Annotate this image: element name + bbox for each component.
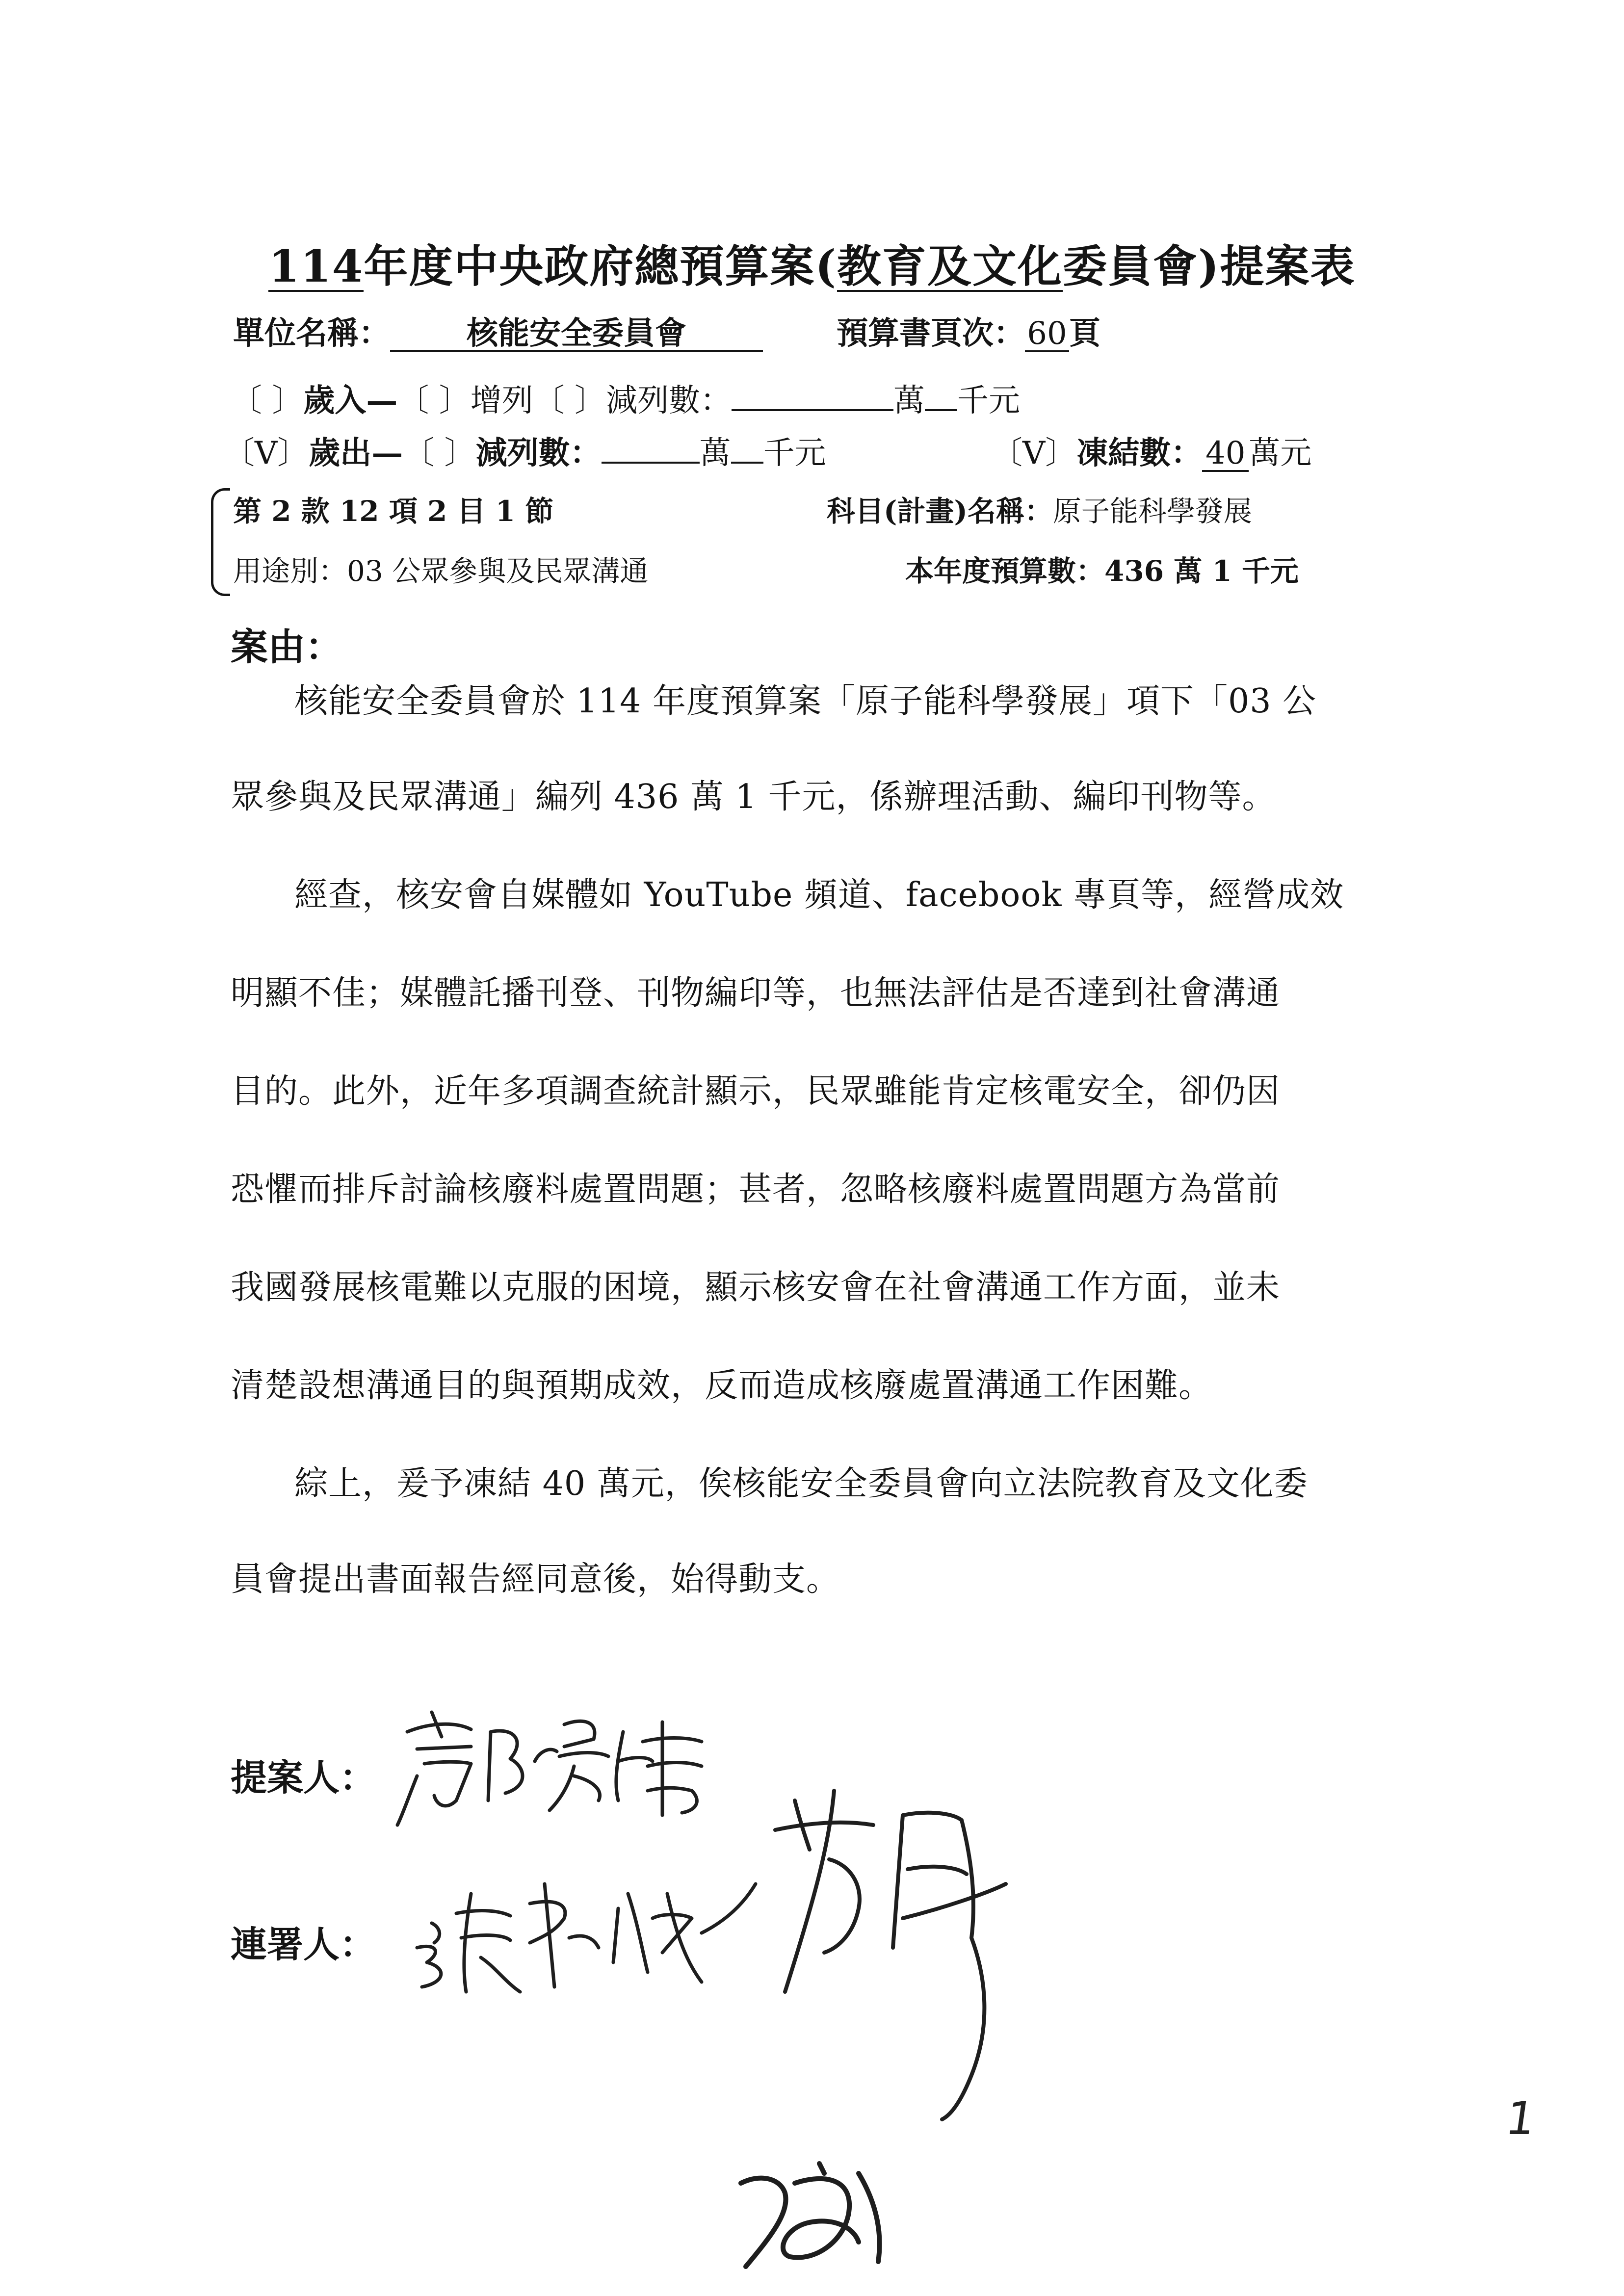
reason-heading: 案由： (231, 625, 342, 669)
reason-line: 眾參與及民眾溝通」編列 436 萬 1 千元，係辦理活動、編印刊物等。 (231, 778, 1276, 816)
subject-row (827, 488, 1252, 529)
revenue-qian-blank (925, 409, 957, 411)
budget-page-row (837, 308, 1100, 353)
expenditure-qian-blank (731, 462, 763, 464)
reason-line: 我國發展核電難以克服的困境，顯示核安會在社會溝通工作方面，並未 (231, 1268, 1281, 1307)
budget-page-unit: 頁 (1069, 315, 1100, 352)
reason-line: 目的。此外，近年多項調查統計顯示，民眾雖能肯定核電安全，卻仍因 (231, 1072, 1281, 1111)
freeze-row (991, 428, 1311, 473)
revenue-wan-blank (732, 409, 893, 411)
expenditure-wan-blank (602, 462, 700, 464)
cosigner-label: 連署人： (231, 1924, 376, 1966)
decrease-checkbox: 〔 〕 (533, 383, 606, 419)
budget-page-value: 60 (1025, 317, 1069, 352)
title-part2: 委員會)提案表 (1062, 240, 1356, 292)
form-title (0, 231, 1624, 294)
item-section: 第 2 款 12 項 2 目 1 節 (233, 495, 554, 528)
increase-label: 增列 (470, 383, 533, 419)
reason-line: 恐懼而排斥討論核廢料處置問題；甚者，忽略核廢料處置問題方為當前 (231, 1170, 1281, 1209)
title-committee: 教育及文化 (837, 240, 1063, 292)
expenditure-qian-unit: 千元 (763, 435, 826, 471)
increase-checkbox: 〔 〕 (397, 383, 471, 419)
budget-page-label: 預算書頁次： (837, 315, 1025, 352)
reason-line: 核能安全委員會於 114 年度預算案「原子能科學發展」項下「03 公 (294, 682, 1317, 721)
expenditure-label: 歲出— (309, 435, 403, 471)
reason-line: 清楚設想溝通目的與預期成效，反而造成核廢處置溝通工作困難。 (231, 1366, 1213, 1405)
subject-value: 原子能科學發展 (1052, 495, 1252, 528)
unit-value: 核能安全委員會 (390, 317, 763, 352)
cosigner-signature (407, 1864, 760, 2002)
expenditure-row (223, 428, 826, 473)
reason-line: 明顯不佳；媒體託播刊登、刊物編印等，也無法評估是否達到社會溝通 (231, 974, 1281, 1013)
title-part1: 年度中央政府總預算案( (364, 240, 837, 292)
second-cosigner-signature (756, 1771, 1011, 2124)
title-year: 114 (268, 240, 364, 292)
proposer-label: 提案人： (231, 1757, 376, 1799)
reason-line: 員會提出書面報告經同意後，始得動支。 (231, 1560, 840, 1599)
freeze-label: 凍結數： (1076, 435, 1203, 471)
freeze-unit: 萬元 (1249, 435, 1312, 471)
budget-value: 436 萬 1 千元 (1104, 554, 1299, 588)
expenditure-checkbox: 〔V〕 (223, 435, 309, 471)
budget-row (905, 548, 1299, 589)
item-purpose: 用途別：03 公眾參與及民眾溝通 (233, 554, 649, 588)
proposer-signature (388, 1702, 721, 1830)
expenditure-decrease-checkbox: 〔 〕 (403, 435, 476, 471)
item-bracket (211, 488, 230, 596)
budget-label: 本年度預算數： (905, 554, 1105, 588)
expenditure-decrease-label: 減列數： (475, 435, 602, 471)
unit-row (233, 308, 763, 353)
reason-line: 經查，核安會自媒體如 YouTube 頻道、facebook 專頁等，經營成效 (294, 876, 1344, 914)
expenditure-wan-unit: 萬 (699, 435, 731, 471)
subject-label: 科目(計畫)名稱： (827, 495, 1053, 528)
freeze-checkbox: 〔V〕 (991, 435, 1077, 471)
handwritten-page-number (726, 2154, 913, 2281)
revenue-row (231, 375, 1020, 420)
unit-label: 單位名稱： (233, 315, 390, 352)
revenue-qian-unit: 千元 (957, 383, 1021, 419)
revenue-wan-unit: 萬 (893, 383, 925, 419)
revenue-checkbox: 〔 〕 (231, 383, 304, 419)
margin-mark: 1 (1502, 2092, 1539, 2145)
freeze-value: 40 (1202, 437, 1249, 472)
revenue-label: 歲入— (303, 382, 398, 419)
revenue-decrease-label: 減列數： (606, 383, 732, 419)
reason-line: 綜上，爰予凍結 40 萬元，俟核能安全委員會向立法院教育及文化委 (294, 1464, 1308, 1503)
